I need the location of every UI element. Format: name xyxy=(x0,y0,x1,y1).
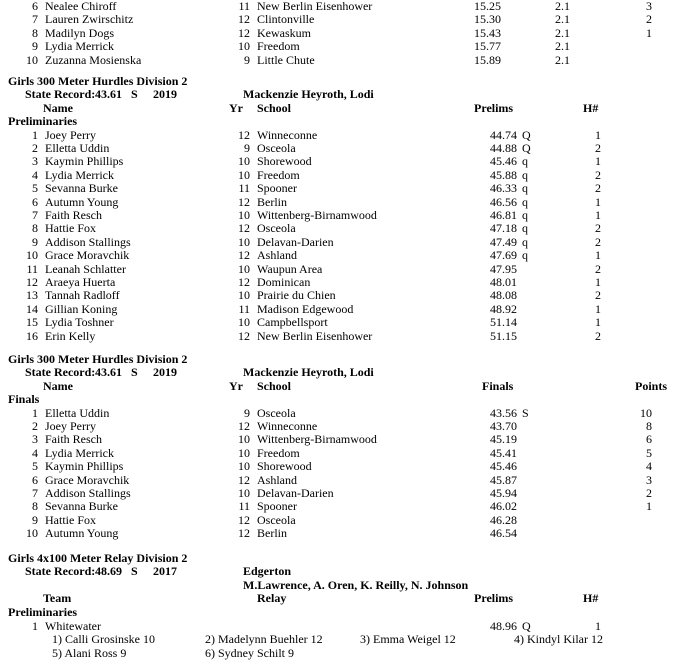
athlete-name: Grace Moravchik xyxy=(45,472,130,487)
heat: 2 xyxy=(595,167,601,182)
school-name: Madison Edgewood xyxy=(257,301,354,316)
mark: 46.81 xyxy=(490,208,517,222)
school-name: Waupun Area xyxy=(257,261,323,276)
year: 9 xyxy=(244,405,250,420)
mark: 46.28 xyxy=(490,512,517,527)
athlete-name: Zuzanna Mosienska xyxy=(45,52,142,67)
year: 12 xyxy=(238,248,250,263)
mark: 51.14 xyxy=(490,315,517,330)
athlete-name: Elletta Uddin xyxy=(45,405,110,420)
school-name: Osceola xyxy=(257,512,296,527)
col-name: Name xyxy=(43,378,73,393)
mark: 45.87 xyxy=(490,472,517,487)
place: 5 xyxy=(32,459,38,474)
state-record xyxy=(0,88,675,101)
place: 15 xyxy=(26,315,38,330)
qualifier: S xyxy=(522,405,529,420)
record-team: Edgerton xyxy=(243,564,291,579)
record-code: S xyxy=(131,564,138,579)
heat: 1 xyxy=(595,275,601,289)
event-title xyxy=(0,75,675,88)
points: 8 xyxy=(646,419,652,433)
mark: 48.96 xyxy=(490,619,517,633)
result-row xyxy=(0,407,675,420)
result-row xyxy=(0,433,675,446)
school-name: Campbellsport xyxy=(257,315,328,330)
year: 12 xyxy=(238,275,250,289)
record-mark: 48.69 xyxy=(95,564,122,579)
place: 7 xyxy=(32,12,38,27)
year: 10 xyxy=(238,315,250,330)
result-row xyxy=(0,54,675,67)
result-row xyxy=(0,527,675,540)
athlete-name: Araeya Huerta xyxy=(45,275,116,289)
heat: 1 xyxy=(595,315,601,330)
points: 5 xyxy=(646,445,652,460)
year: 10 xyxy=(238,261,250,276)
record-code: S xyxy=(131,365,138,380)
place: 4 xyxy=(32,445,38,460)
mark: 47.69 xyxy=(490,248,517,263)
record-year: 2019 xyxy=(153,87,177,102)
event-title-text: Girls 300 Meter Hurdles Division 2 xyxy=(8,74,188,88)
result-row xyxy=(0,209,675,222)
mark: 47.95 xyxy=(490,261,517,276)
athlete-name: Tannah Radloff xyxy=(45,288,120,303)
athlete-name: Addison Stallings xyxy=(45,234,131,249)
year: 10 xyxy=(238,432,250,447)
col-mark: Finals xyxy=(482,378,514,393)
school-name: Little Chute xyxy=(257,52,315,67)
heat: 1 xyxy=(595,619,601,633)
athlete-name: Elletta Uddin xyxy=(45,141,110,155)
athlete-name: Faith Resch xyxy=(45,432,102,447)
heat: 1 xyxy=(595,127,601,142)
year: 10 xyxy=(238,39,250,54)
mark: 15.77 xyxy=(474,39,501,54)
mark: 48.92 xyxy=(490,301,517,316)
year: 12 xyxy=(238,328,250,343)
qualifier: q xyxy=(522,181,528,196)
school-name: Wittenberg-Birnamwood xyxy=(257,208,377,222)
place: 10 xyxy=(26,526,38,541)
school-name: Prairie du Chien xyxy=(257,288,336,303)
athlete-name: Sevanna Burke xyxy=(45,181,118,196)
record-label: State Record: xyxy=(25,564,96,579)
points: 2 xyxy=(646,486,652,500)
result-row xyxy=(0,514,675,527)
qualifier: q xyxy=(522,167,528,182)
year: 12 xyxy=(238,25,250,40)
place: 6 xyxy=(32,0,38,13)
qualifier: q xyxy=(522,154,528,169)
athlete-name: Lydia Merrick xyxy=(45,39,114,54)
col-school: School xyxy=(257,100,292,115)
col-yr: Yr xyxy=(229,100,243,115)
athlete-name: Gillian Koning xyxy=(45,301,118,316)
col-mark: Prelims xyxy=(474,100,514,115)
school-name: Clintonville xyxy=(257,12,315,27)
place: 7 xyxy=(32,208,38,222)
school-name: Freedom xyxy=(257,445,300,460)
points: 10 xyxy=(640,405,652,420)
col-school: School xyxy=(257,378,292,393)
heat: 2 xyxy=(595,234,601,249)
runner: 4) Kindyl Kilar 12 xyxy=(514,632,603,647)
qualifier: Q xyxy=(522,127,531,142)
points: 6 xyxy=(646,432,652,447)
year: 12 xyxy=(238,512,250,527)
school-name: Winneconne xyxy=(257,127,318,142)
event-title-text: Girls 300 Meter Hurdles Division 2 xyxy=(8,352,188,366)
athlete-name: Kaymin Phillips xyxy=(45,459,124,474)
result-row xyxy=(0,236,675,249)
school-name: Freedom xyxy=(257,39,300,54)
qualifier: Q xyxy=(522,619,531,633)
year: 12 xyxy=(238,194,250,209)
result-row xyxy=(0,142,675,155)
record-year: 2017 xyxy=(153,564,177,579)
points: 3 xyxy=(646,0,652,13)
result-row xyxy=(0,169,675,182)
round-label xyxy=(0,115,675,128)
athlete-name: Joey Perry xyxy=(45,127,96,142)
year: 10 xyxy=(238,486,250,500)
record-code: S xyxy=(131,87,138,102)
athlete-name: Nealee Chiroff xyxy=(45,0,117,13)
school-name: Winneconne xyxy=(257,419,318,433)
mark: 43.70 xyxy=(490,419,517,433)
column-headers xyxy=(0,592,675,605)
record-mark: 43.61 xyxy=(95,87,122,102)
mark: 48.01 xyxy=(490,275,517,289)
school-name: Osceola xyxy=(257,141,296,155)
place: 4 xyxy=(32,167,38,182)
year: 12 xyxy=(238,472,250,487)
wind: 2.1 xyxy=(555,12,570,27)
points: 4 xyxy=(646,459,652,474)
runner: 2) Madelynn Buehler 12 xyxy=(205,632,323,647)
year: 10 xyxy=(238,288,250,303)
wind: 2.1 xyxy=(555,52,570,67)
year: 12 xyxy=(238,12,250,27)
place: 12 xyxy=(26,275,38,289)
col-mark: Prelims xyxy=(474,591,514,606)
mark: 47.49 xyxy=(490,234,517,249)
heat: 2 xyxy=(595,141,601,155)
athlete-name: Lydia Toshner xyxy=(45,315,114,330)
mark: 45.94 xyxy=(490,486,517,500)
qualifier: q xyxy=(522,194,528,209)
athlete-name: Leanah Schlatter xyxy=(45,261,126,276)
athlete-name: Erin Kelly xyxy=(45,328,96,343)
result-row xyxy=(0,474,675,487)
mark: 45.46 xyxy=(490,154,517,169)
year: 10 xyxy=(238,445,250,460)
place: 2 xyxy=(32,141,38,155)
school-name: Delavan-Darien xyxy=(257,486,334,500)
record-members-text: M.Lawrence, A. Oren, K. Reilly, N. Johnson xyxy=(243,577,469,592)
school-name: Spooner xyxy=(257,499,297,514)
year: 11 xyxy=(238,181,250,196)
runner: 1) Calli Grosinske 10 xyxy=(52,632,155,647)
team-name: Whitewater xyxy=(45,619,101,633)
athlete-name: Hattie Fox xyxy=(45,512,96,527)
mark: 15.30 xyxy=(474,12,501,27)
result-row xyxy=(0,289,675,302)
result-row xyxy=(0,249,675,262)
athlete-name: Grace Moravchik xyxy=(45,248,130,263)
place: 1 xyxy=(32,405,38,420)
col-heat: H# xyxy=(583,591,599,606)
school-name: Ashland xyxy=(257,472,297,487)
mark: 45.46 xyxy=(490,459,517,474)
mark: 46.33 xyxy=(490,181,517,196)
col-name: Name xyxy=(43,100,73,115)
athlete-name: Lauren Zwirschitz xyxy=(45,12,134,27)
qualifier: q xyxy=(522,248,528,263)
year: 10 xyxy=(238,234,250,249)
year: 12 xyxy=(238,221,250,236)
place: 13 xyxy=(26,288,38,303)
year: 10 xyxy=(238,167,250,182)
result-row xyxy=(0,263,675,276)
year: 12 xyxy=(238,127,250,142)
athlete-name: Lydia Merrick xyxy=(45,167,114,182)
school-name: Shorewood xyxy=(257,459,312,474)
school-name: Freedom xyxy=(257,167,300,182)
school-name: Berlin xyxy=(257,194,287,209)
mark: 15.43 xyxy=(474,25,501,40)
place: 8 xyxy=(32,25,38,40)
year: 11 xyxy=(238,301,250,316)
heat: 1 xyxy=(595,154,601,169)
place: 6 xyxy=(32,194,38,209)
athlete-name: Lydia Merrick xyxy=(45,445,114,460)
result-row xyxy=(0,420,675,433)
round-text: Finals xyxy=(8,392,40,407)
mark: 45.41 xyxy=(490,445,517,460)
mark: 44.74 xyxy=(490,127,517,142)
state-record xyxy=(0,366,675,379)
athlete-name: Autumn Young xyxy=(45,194,119,209)
school-name: New Berlin Eisenhower xyxy=(257,328,373,343)
event-title xyxy=(0,353,675,366)
athlete-name: Autumn Young xyxy=(45,526,119,541)
round-text: Preliminaries xyxy=(8,604,78,619)
school-name: Osceola xyxy=(257,221,296,236)
mark: 46.02 xyxy=(490,499,517,514)
result-row xyxy=(0,196,675,209)
year: 9 xyxy=(244,52,250,67)
round-label xyxy=(0,606,675,619)
school-name: Osceola xyxy=(257,405,296,420)
qualifier: q xyxy=(522,234,528,249)
school-name: New Berlin Eisenhower xyxy=(257,0,373,13)
place: 10 xyxy=(26,52,38,67)
record-holder: Mackenzie Heyroth, Lodi xyxy=(243,365,374,380)
round-label xyxy=(0,393,675,406)
result-row xyxy=(0,276,675,289)
result-row xyxy=(0,330,675,343)
col-yr: Yr xyxy=(229,378,243,393)
points: 2 xyxy=(646,12,652,27)
mark: 51.15 xyxy=(490,328,517,343)
school-name: Delavan-Darien xyxy=(257,234,334,249)
record-label: State Record: xyxy=(25,87,96,102)
result-row xyxy=(0,316,675,329)
result-row xyxy=(0,27,675,40)
result-row xyxy=(0,487,675,500)
heat: 2 xyxy=(595,261,601,276)
points: 3 xyxy=(646,472,652,487)
heat: 1 xyxy=(595,208,601,222)
mark: 45.88 xyxy=(490,167,517,182)
mark: 15.25 xyxy=(474,0,501,13)
mark: 43.56 xyxy=(490,405,517,420)
runner: 3) Emma Weigel 12 xyxy=(360,632,456,647)
event-title-text: Girls 4x100 Meter Relay Division 2 xyxy=(8,551,188,565)
qualifier: q xyxy=(522,221,528,236)
year: 11 xyxy=(238,499,250,514)
place: 8 xyxy=(32,221,38,236)
mark: 48.08 xyxy=(490,288,517,303)
heat: 2 xyxy=(595,181,601,196)
mark: 46.54 xyxy=(490,526,517,541)
school-name: Wittenberg-Birnamwood xyxy=(257,432,377,447)
year: 12 xyxy=(238,526,250,541)
result-row xyxy=(0,0,675,13)
year: 10 xyxy=(238,154,250,169)
record-mark: 43.61 xyxy=(95,365,122,380)
runner: 5) Alani Ross 9 xyxy=(52,645,127,660)
athlete-name: Kaymin Phillips xyxy=(45,154,124,169)
athlete-name: Joey Perry xyxy=(45,419,96,433)
place: 2 xyxy=(32,419,38,433)
mark: 15.89 xyxy=(474,52,501,67)
mark: 44.88 xyxy=(490,141,517,155)
heat: 1 xyxy=(595,301,601,316)
place: 11 xyxy=(26,261,38,276)
place: 5 xyxy=(32,181,38,196)
school-name: Shorewood xyxy=(257,154,312,169)
round-text: Preliminaries xyxy=(8,114,78,129)
athlete-name: Faith Resch xyxy=(45,208,102,222)
place: 9 xyxy=(32,234,38,249)
wind: 2.1 xyxy=(555,25,570,40)
athlete-name: Addison Stallings xyxy=(45,486,131,500)
heat: 1 xyxy=(595,248,601,263)
school-name: Dominican xyxy=(257,275,311,289)
heat: 2 xyxy=(595,221,601,236)
mark: 47.18 xyxy=(490,221,517,236)
year: 10 xyxy=(238,459,250,474)
result-row xyxy=(0,40,675,53)
place: 10 xyxy=(26,248,38,263)
record-label: State Record: xyxy=(25,365,96,380)
column-headers xyxy=(0,380,675,393)
relay-runners-line xyxy=(0,647,675,660)
mark: 45.19 xyxy=(490,432,517,447)
school-name: Ashland xyxy=(257,248,297,263)
year: 12 xyxy=(238,419,250,433)
result-row xyxy=(0,182,675,195)
result-row xyxy=(0,303,675,316)
qualifier: q xyxy=(522,208,528,222)
wind: 2.1 xyxy=(555,39,570,54)
year: 9 xyxy=(244,141,250,155)
place: 9 xyxy=(32,512,38,527)
place: 3 xyxy=(32,432,38,447)
place: 7 xyxy=(32,486,38,500)
result-row xyxy=(0,447,675,460)
record-members xyxy=(0,579,675,592)
relay-row xyxy=(0,620,675,633)
place: 16 xyxy=(26,328,38,343)
heat: 2 xyxy=(595,288,601,303)
school-name: Kewaskum xyxy=(257,25,311,40)
col-points: Points xyxy=(635,378,668,393)
result-row xyxy=(0,460,675,473)
place: 6 xyxy=(32,472,38,487)
column-headers xyxy=(0,102,675,115)
runner: 6) Sydney Schilt 9 xyxy=(205,645,294,660)
relay-runners-line xyxy=(0,633,675,646)
state-record xyxy=(0,565,675,578)
place: 1 xyxy=(32,619,38,633)
result-row xyxy=(0,129,675,142)
record-holder: Mackenzie Heyroth, Lodi xyxy=(243,87,374,102)
place: 14 xyxy=(26,301,38,316)
result-row xyxy=(0,222,675,235)
wind: 2.1 xyxy=(555,0,570,13)
school-name: Spooner xyxy=(257,181,297,196)
heat: 2 xyxy=(595,328,601,343)
place: 9 xyxy=(32,39,38,54)
col-relay: Relay xyxy=(257,591,287,606)
athlete-name: Madilyn Dogs xyxy=(45,25,114,40)
qualifier: Q xyxy=(522,141,531,155)
col-team: Team xyxy=(43,591,72,606)
school-name: Berlin xyxy=(257,526,287,541)
place: 3 xyxy=(32,154,38,169)
place: 1 xyxy=(32,127,38,142)
event-title xyxy=(0,552,675,565)
athlete-name: Sevanna Burke xyxy=(45,499,118,514)
result-row xyxy=(0,500,675,513)
mark: 46.56 xyxy=(490,194,517,209)
year: 11 xyxy=(238,0,250,13)
points: 1 xyxy=(646,25,652,40)
record-year: 2019 xyxy=(153,365,177,380)
heat: 1 xyxy=(595,194,601,209)
result-row xyxy=(0,13,675,26)
place: 8 xyxy=(32,499,38,514)
year: 10 xyxy=(238,208,250,222)
result-row xyxy=(0,155,675,168)
points: 1 xyxy=(646,499,652,514)
athlete-name: Hattie Fox xyxy=(45,221,96,236)
col-heat: H# xyxy=(583,100,599,115)
